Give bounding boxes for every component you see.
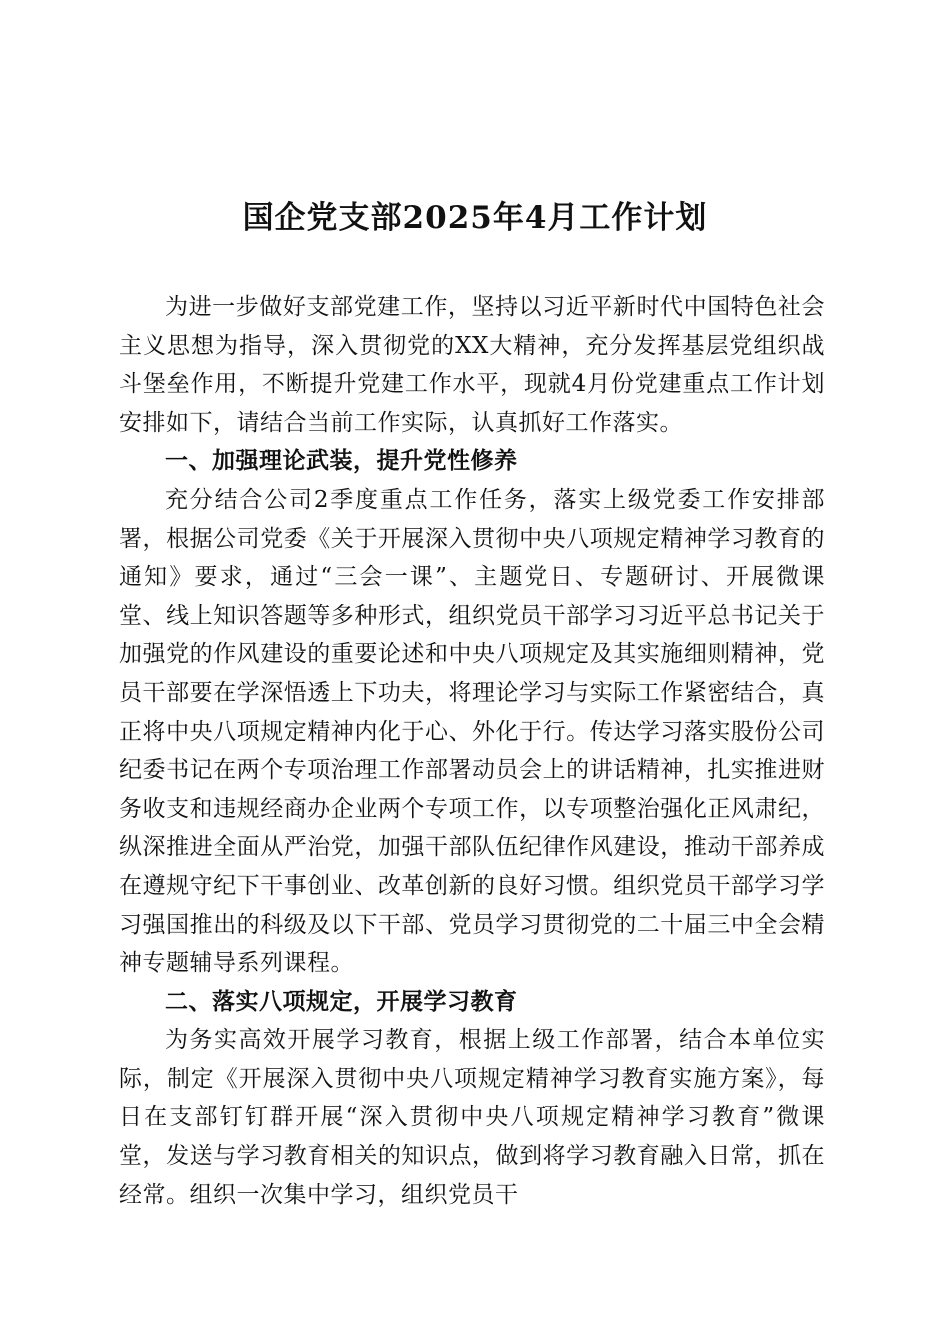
intro-paragraph: 为进一步做好支部党建工作，坚持以习近平新时代中国特色社会主义思想为指导，深入贯彻党的XX大精神，充分发挥基层党组织战斗堡垒作用，不断提升党建工作水平，现就4月份党建重点工作计划安排如下，请结合当前工作实际，认真抓好工作落实。 xyxy=(119,294,825,436)
document-title: 国企党支部2025年4月工作计划 xyxy=(242,200,708,236)
section-2-paragraph: 为务实高效开展学习教育，根据上级工作部署，结合本单位实际，制定《开展深入贯彻中央八项规定精神学习教育实施方案》，每日在支部钉钉群开展“深入贯彻中央八项规定精神学习教育”微课堂，发送与学习教育相关的知识点，做到将学习教育融入日常，抓在经常。组织一次集中学习，组织党员干 xyxy=(119,1027,825,1208)
document-body xyxy=(119,288,825,1214)
section-1-heading: 一、加强理论武装，提升党性修养 xyxy=(165,448,518,475)
section-2-heading: 二、落实八项规定，开展学习教育 xyxy=(165,988,518,1015)
section-1-paragraph: 充分结合公司2季度重点工作任务，落实上级党委工作安排部署，根据公司党委《关于开展深入贯彻中央八项规定精神学习教育的通知》要求，通过“三会一课”、主题党日、专题研讨、开展微课堂、线上知识答题等多种形式，组织党员干部学习习近平总书记关于加强党的作风建设的重要论述和中央八项规定及其实施细则精神，党员干部要在学深悟透上下功夫，将理论学习与实际工作紧密结合，真正将中央八项规定精神内化于心、外化于行。传达学习落实股份公司纪委书记在两个专项治理工作部署动员会上的讲话精神，扎实推进财务收支和违规经商办企业两个专项工作，以专项整治强化正风肃纪，纵深推进全面从严治党，加强干部队伍纪律作风建设，推动干部养成在遵规守纪下干事创业、改革创新的良好习惯。组织党员干部学习学习强国推出的科级及以下干部、党员学习贯彻党的二十届三中全会精神专题辅导系列课程。 xyxy=(119,486,825,977)
